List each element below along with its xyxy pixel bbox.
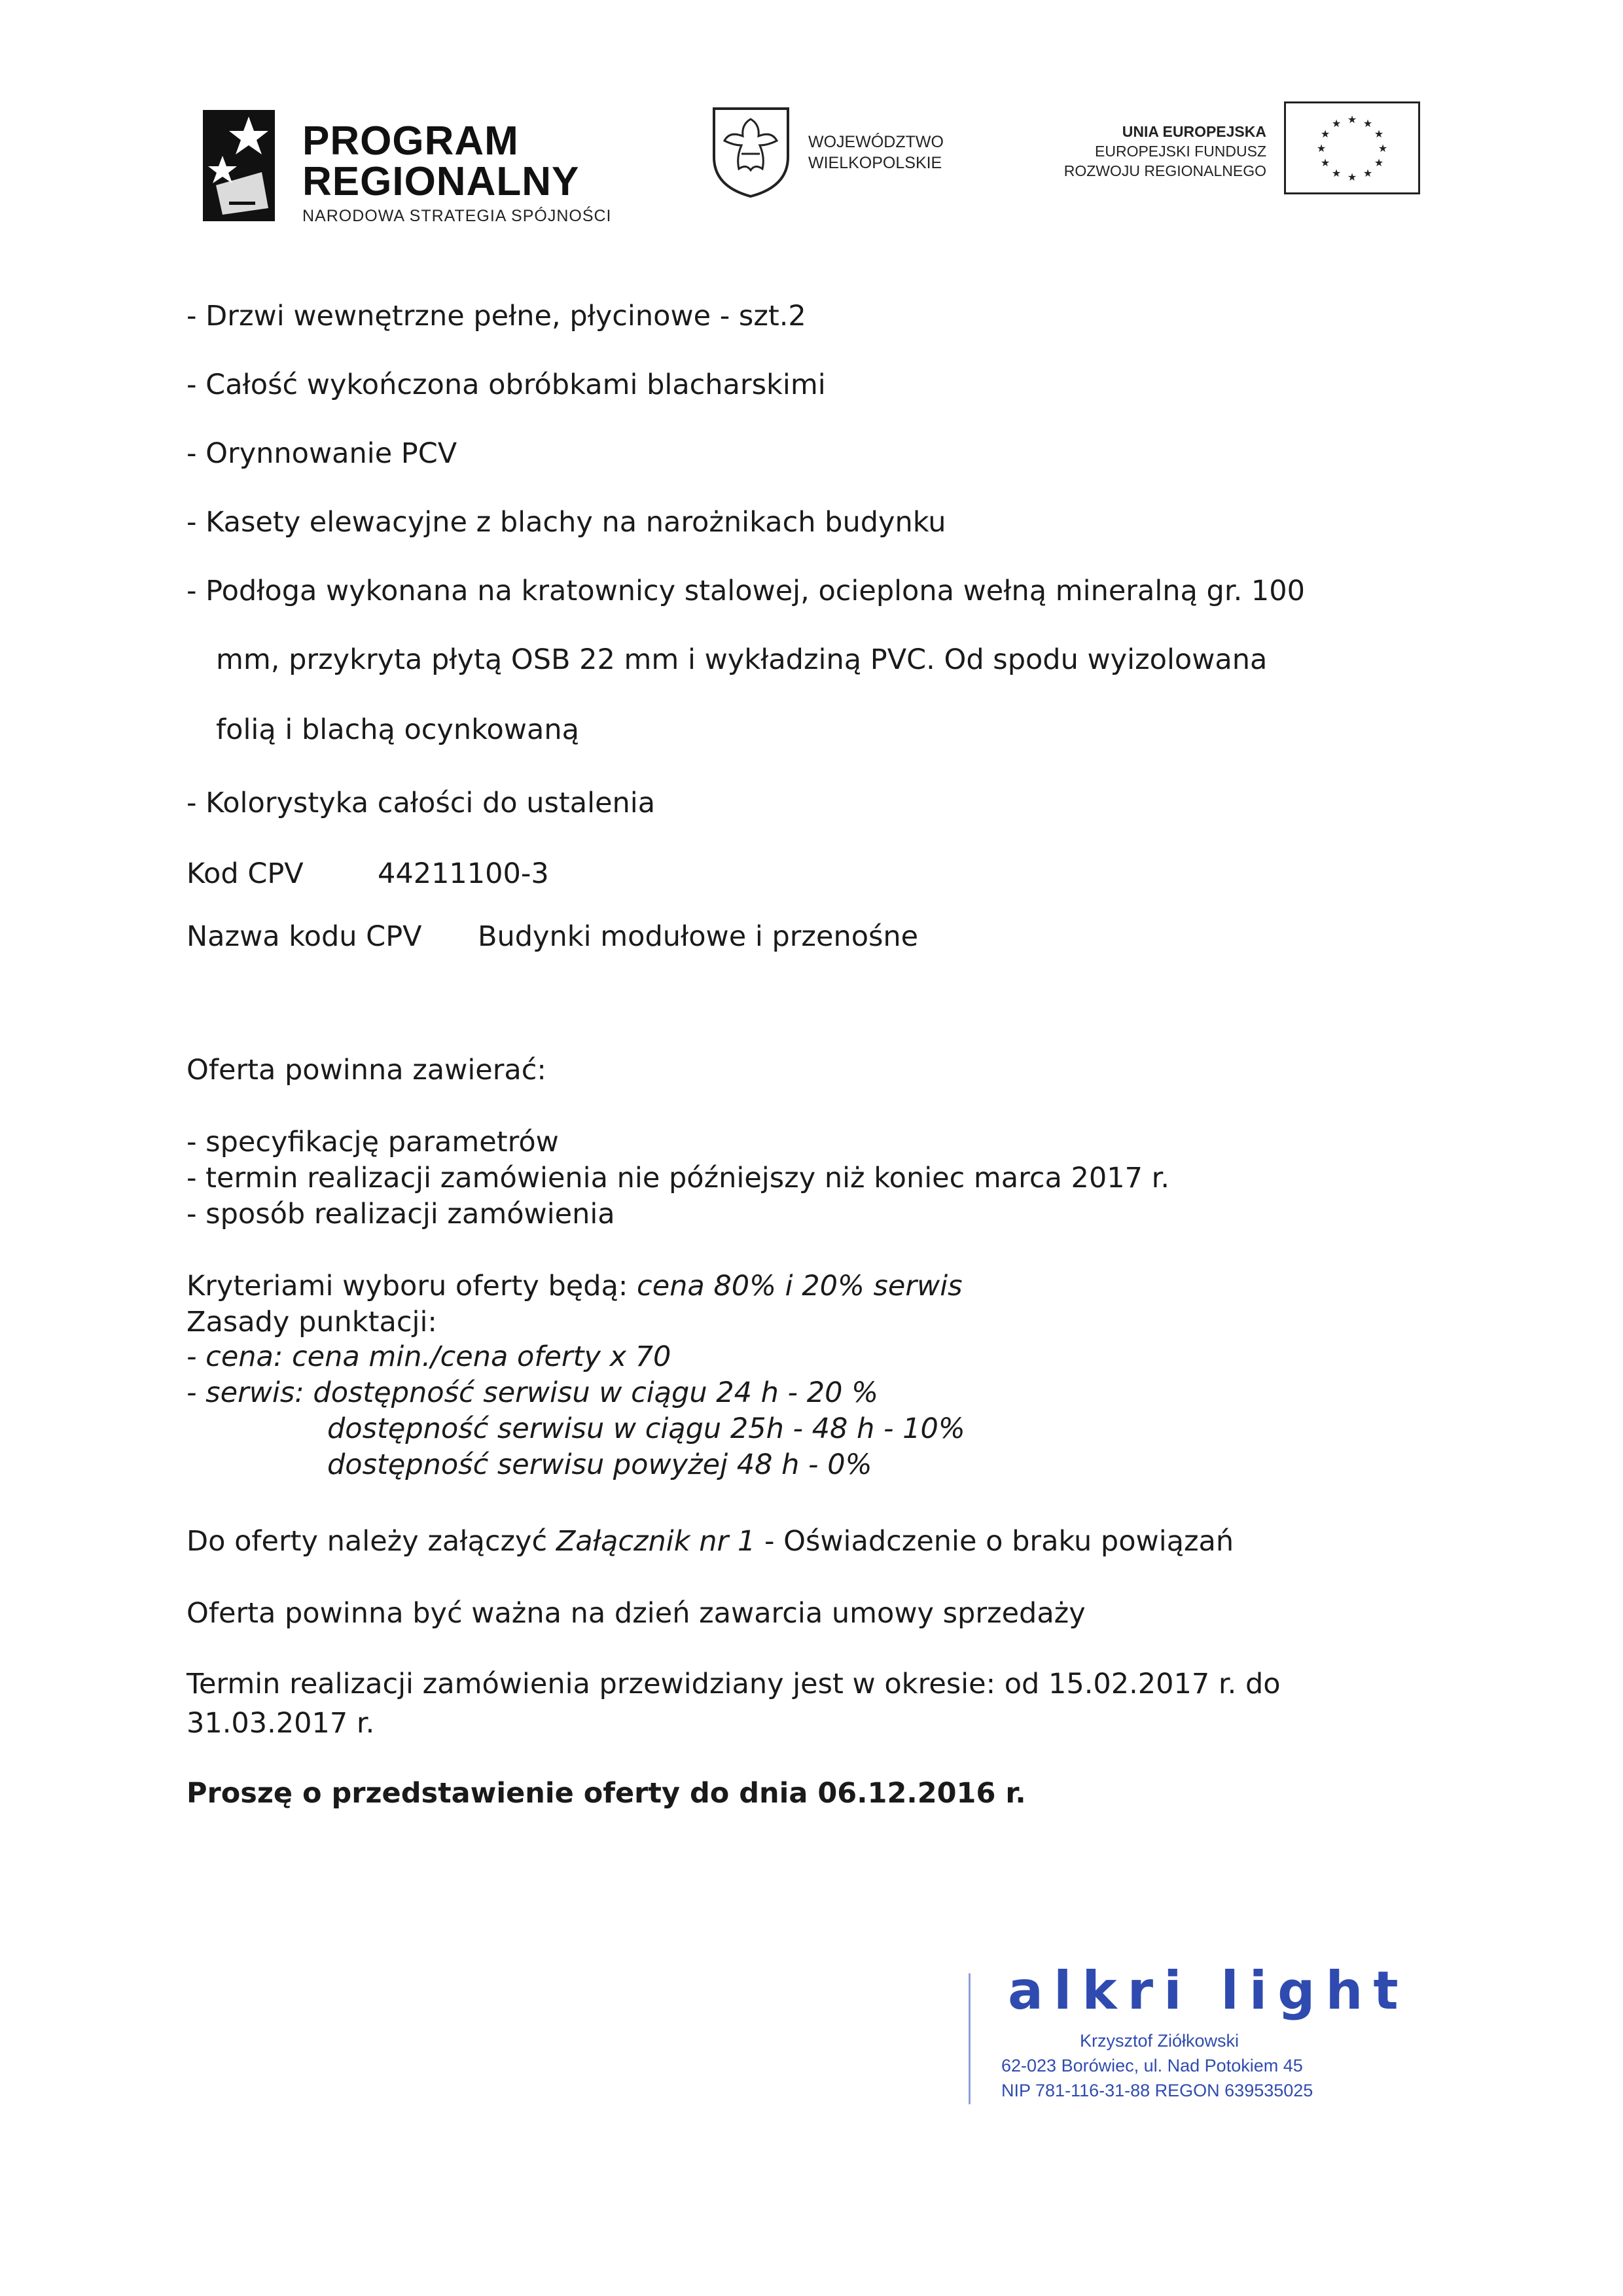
scoring-heading: Zasady punktacji:: [187, 1306, 437, 1338]
spec-item-5-cont1: mm, przykryta płytą OSB 22 mm i wykładziną PVC. Od spodu wyizolowana: [216, 643, 1268, 676]
cpv-name-label: Nazwa kodu CPV: [187, 920, 422, 953]
offer-item-3: - sposób realizacji zamówienia: [187, 1198, 615, 1230]
wojewodztwo-line2: WIELKOPOLSKIE: [808, 154, 942, 172]
svg-text:★: ★: [1316, 142, 1327, 154]
spec-item-4: - Kasety elewacyjne z blachy na narożnikach budynku: [187, 506, 946, 539]
attachment-suffix: - Oświadczenie o braku powiązań: [764, 1525, 1234, 1558]
svg-text:★: ★: [1320, 156, 1330, 169]
program-title-line1: PROGRAM: [302, 118, 519, 164]
attachment-name: Załącznik nr 1: [556, 1525, 756, 1558]
svg-text:★: ★: [1374, 156, 1384, 169]
stamp-edge: [969, 1973, 971, 2104]
svg-text:★: ★: [1331, 117, 1342, 130]
cpv-code-label: Kod CPV: [187, 857, 304, 890]
eu-logo: [1027, 98, 1420, 196]
scoring-service-3: dostępność serwisu powyżej 48 h - 0%: [327, 1448, 872, 1481]
attachment-line: [187, 1525, 1234, 1558]
svg-text:★: ★: [1347, 113, 1357, 126]
spec-item-6: - Kolorystyka całości do ustalenia: [187, 787, 656, 819]
stamp-person: Krzysztof Ziółkowski: [1080, 2031, 1240, 2051]
spec-item-5-cont2: folią i blachą ocynkowaną: [216, 713, 579, 746]
spec-item-1: - Drzwi wewnętrzne pełne, płycinowe - szt.2: [187, 300, 806, 332]
svg-text:★: ★: [1363, 167, 1373, 179]
term-line-2: 31.03.2017 r.: [187, 1707, 375, 1740]
svg-text:★: ★: [1363, 117, 1373, 130]
company-stamp: [962, 1960, 1409, 2124]
scoring-service-1: - serwis: dostępność serwisu w ciągu 24 h - 20 %: [187, 1376, 878, 1409]
stamp-company-name: alkri light: [1008, 1960, 1409, 2021]
program-title-line2: REGIONALNY: [302, 159, 580, 204]
program-regionalny-logo: [203, 77, 641, 228]
wojewodztwo-logo: [710, 105, 985, 203]
svg-text:★: ★: [1347, 171, 1357, 183]
wojewodztwo-line1: WOJEWÓDZTWO: [808, 133, 944, 151]
attachment-prefix: Do oferty należy załączyć: [187, 1525, 548, 1558]
criteria-value: cena 80% i 20% serwis: [637, 1270, 963, 1302]
validity-line: Oferta powinna być ważna na dzień zawarcia umowy sprzedaży: [187, 1597, 1086, 1630]
spec-item-2: - Całość wykończona obróbkami blacharskimi: [187, 368, 826, 401]
offer-item-1: - specyfikację parametrów: [187, 1126, 559, 1158]
stamp-address: 62-023 Borówiec, ul. Nad Potokiem 45: [1001, 2056, 1303, 2075]
offer-item-2: - termin realizacji zamówienia nie późniejszy niż koniec marca 2017 r.: [187, 1162, 1170, 1194]
stamp-ids: NIP 781-116-31-88 REGON 639535025: [1001, 2081, 1313, 2100]
program-regionalny-emblem-icon: [203, 110, 275, 221]
spec-item-5: - Podłoga wykonana na kratownicy stalowej, ocieplona wełną mineralną gr. 100: [187, 575, 1305, 607]
criteria-label: Kryteriami wyboru oferty będą:: [187, 1270, 628, 1302]
svg-text:★: ★: [1320, 128, 1330, 140]
eu-flag-icon: [1284, 101, 1420, 194]
svg-text:★: ★: [1378, 142, 1388, 154]
eagle-crest-icon: [710, 105, 792, 200]
svg-text:★: ★: [1331, 167, 1342, 179]
eu-line2: EUROPEJSKI FUNDUSZ: [1095, 143, 1266, 160]
cpv-code-value: 44211100-3: [378, 857, 549, 890]
criteria-line: [187, 1270, 963, 1302]
eu-line3: ROZWOJU REGIONALNEGO: [1063, 162, 1266, 179]
spec-item-3: - Orynnowanie PCV: [187, 437, 457, 470]
scoring-price: - cena: cena min./cena oferty x 70: [187, 1340, 671, 1373]
scoring-service-2: dostępność serwisu w ciągu 25h - 48 h - 10%: [327, 1412, 965, 1445]
term-line-1: Termin realizacji zamówienia przewidziany jest w okresie: od 15.02.2017 r. do: [187, 1668, 1281, 1700]
cpv-name-value: Budynki modułowe i przenośne: [478, 920, 919, 953]
deadline-line: Proszę o przedstawienie oferty do dnia 06.12.2016 r.: [187, 1777, 1026, 1810]
offer-heading: Oferta powinna zawierać:: [187, 1054, 546, 1086]
program-subtitle: NARODOWA STRATEGIA SPÓJNOŚCI: [302, 207, 612, 225]
svg-text:★: ★: [1374, 128, 1384, 140]
eu-line1: UNIA EUROPEJSKA: [1122, 123, 1266, 140]
